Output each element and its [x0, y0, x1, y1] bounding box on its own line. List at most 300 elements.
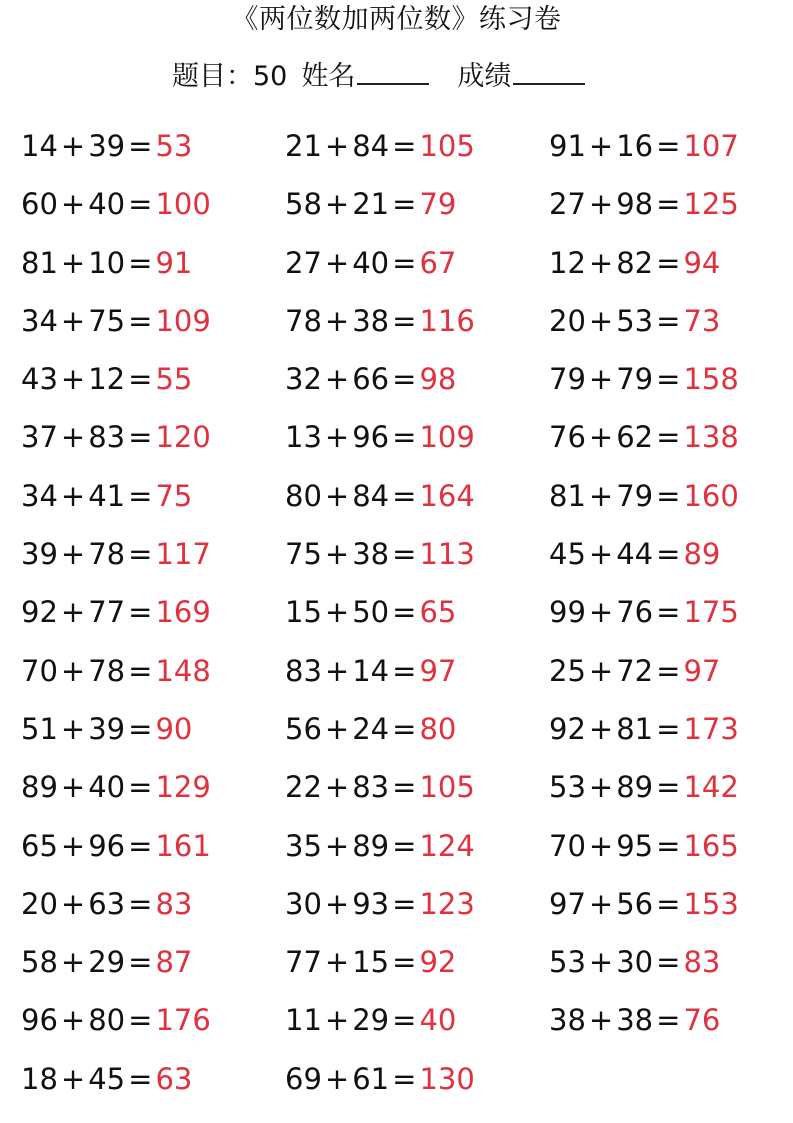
addend: 53	[616, 303, 654, 338]
equals-sign: =	[656, 595, 681, 630]
addend: 75	[88, 303, 126, 338]
answer: 165	[683, 828, 739, 863]
answer: 153	[683, 886, 739, 921]
problem-row	[285, 175, 475, 233]
addend: 40	[352, 245, 390, 280]
problem-row	[549, 408, 739, 466]
answer: 67	[419, 245, 457, 280]
answer: 161	[155, 828, 211, 863]
name-label: 姓名	[301, 61, 356, 92]
problem-row	[21, 350, 211, 408]
equals-sign: =	[656, 828, 681, 863]
plus-sign: +	[324, 1003, 350, 1038]
addend: 96	[21, 1003, 58, 1038]
answer: 142	[683, 770, 739, 805]
plus-sign: +	[324, 187, 350, 222]
plus-sign: +	[588, 537, 614, 572]
equals-sign: =	[128, 595, 153, 630]
equals-sign: =	[128, 362, 153, 397]
plus-sign: +	[324, 595, 350, 630]
answer: 91	[155, 245, 193, 280]
plus-sign: +	[588, 129, 614, 163]
answer: 107	[683, 129, 739, 163]
plus-sign: +	[60, 478, 86, 513]
answer: 176	[155, 1003, 211, 1038]
plus-sign: +	[60, 770, 86, 805]
addend: 81	[21, 245, 58, 280]
addend: 76	[616, 595, 654, 630]
problem-row	[549, 933, 739, 991]
plus-sign: +	[324, 945, 350, 980]
equals-sign: =	[392, 478, 417, 513]
answer: 98	[419, 362, 457, 397]
problem-row	[21, 642, 211, 700]
answer: 53	[155, 129, 193, 163]
addend: 38	[616, 1003, 654, 1038]
equals-sign: =	[656, 245, 681, 280]
problem-column	[21, 117, 211, 1108]
answer: 148	[155, 653, 211, 688]
addend: 38	[352, 303, 390, 338]
problem-row	[549, 117, 739, 175]
addend: 18	[21, 1061, 58, 1096]
topic-label: 题目：	[172, 61, 253, 92]
answer: 83	[155, 886, 193, 921]
addend: 84	[352, 478, 390, 513]
equals-sign: =	[128, 420, 153, 455]
addend: 15	[352, 945, 390, 980]
addend: 81	[549, 478, 586, 513]
equals-sign: =	[128, 478, 153, 513]
addend: 77	[285, 945, 322, 980]
plus-sign: +	[324, 711, 350, 746]
equals-sign: =	[128, 245, 153, 280]
equals-sign: =	[128, 945, 153, 980]
score-label: 成绩	[457, 61, 512, 92]
problem-row	[549, 467, 739, 525]
equals-sign: =	[128, 303, 153, 338]
answer: 138	[683, 420, 739, 455]
answer: 80	[419, 711, 457, 746]
addend: 93	[352, 886, 390, 921]
equals-sign: =	[656, 187, 681, 222]
problem-column	[549, 117, 739, 1050]
addend: 34	[21, 478, 58, 513]
plus-sign: +	[324, 886, 350, 921]
answer: 120	[155, 420, 211, 455]
plus-sign: +	[60, 653, 86, 688]
problem-row	[549, 700, 739, 758]
addend: 56	[285, 711, 322, 746]
addend: 29	[88, 945, 126, 980]
addend: 53	[549, 770, 586, 805]
addend: 44	[616, 537, 654, 572]
addend: 27	[285, 245, 322, 280]
equals-sign: =	[392, 1003, 417, 1038]
answer: 89	[683, 537, 721, 572]
answer: 92	[419, 945, 457, 980]
problem-row	[549, 817, 739, 875]
problem-row	[285, 817, 475, 875]
addend: 65	[21, 828, 58, 863]
problem-row	[285, 583, 475, 641]
answer: 97	[419, 653, 457, 688]
addend: 43	[21, 362, 58, 397]
addend: 22	[285, 770, 322, 805]
answer: 158	[683, 362, 739, 397]
plus-sign: +	[60, 945, 86, 980]
addend: 69	[285, 1061, 322, 1096]
answer: 90	[155, 711, 193, 746]
problem-row	[285, 758, 475, 816]
addend: 62	[616, 420, 654, 455]
addend: 14	[352, 653, 390, 688]
problem-row	[285, 700, 475, 758]
equals-sign: =	[392, 828, 417, 863]
plus-sign: +	[588, 303, 614, 338]
problem-row	[549, 350, 739, 408]
addend: 13	[285, 420, 322, 455]
addend: 11	[285, 1003, 322, 1038]
equals-sign: =	[392, 245, 417, 280]
plus-sign: +	[324, 537, 350, 572]
problem-row	[21, 933, 211, 991]
plus-sign: +	[60, 1003, 86, 1038]
answer: 175	[683, 595, 739, 630]
plus-sign: +	[324, 1061, 350, 1096]
problem-row	[285, 234, 475, 292]
equals-sign: =	[392, 420, 417, 455]
addend: 53	[549, 945, 586, 980]
problem-row	[285, 933, 475, 991]
answer: 123	[419, 886, 475, 921]
addend: 81	[616, 711, 654, 746]
addend: 77	[88, 595, 126, 630]
plus-sign: +	[60, 303, 86, 338]
addend: 50	[352, 595, 390, 630]
name-blank[interactable]	[357, 59, 429, 85]
addend: 10	[88, 245, 126, 280]
plus-sign: +	[588, 420, 614, 455]
plus-sign: +	[60, 245, 86, 280]
addend: 89	[352, 828, 390, 863]
equals-sign: =	[128, 537, 153, 572]
addend: 98	[616, 187, 654, 222]
problem-column	[285, 117, 475, 1108]
problem-row	[21, 1050, 211, 1108]
problem-row	[285, 292, 475, 350]
problem-row	[285, 875, 475, 933]
equals-sign: =	[656, 362, 681, 397]
page-title: 《两位数加两位数》练习卷	[231, 4, 562, 35]
equals-sign: =	[392, 945, 417, 980]
plus-sign: +	[60, 1061, 86, 1096]
problem-row	[21, 875, 211, 933]
plus-sign: +	[60, 711, 86, 746]
addend: 97	[549, 886, 586, 921]
problem-row	[21, 467, 211, 525]
equals-sign: =	[128, 828, 153, 863]
addend: 66	[352, 362, 390, 397]
problem-row	[285, 467, 475, 525]
addend: 12	[88, 362, 126, 397]
addend: 95	[616, 828, 654, 863]
answer: 113	[419, 537, 475, 572]
answer: 164	[419, 478, 475, 513]
equals-sign: =	[656, 1003, 681, 1038]
addend: 78	[88, 537, 126, 572]
answer: 73	[683, 303, 721, 338]
plus-sign: +	[588, 886, 614, 921]
addend: 14	[21, 129, 58, 163]
addend: 89	[21, 770, 58, 805]
addend: 72	[616, 653, 654, 688]
addend: 92	[549, 711, 586, 746]
plus-sign: +	[324, 245, 350, 280]
answer: 97	[683, 653, 721, 688]
plus-sign: +	[60, 595, 86, 630]
addend: 80	[285, 478, 322, 513]
plus-sign: +	[324, 770, 350, 805]
equals-sign: =	[392, 187, 417, 222]
answer: 125	[683, 187, 739, 222]
equals-sign: =	[392, 595, 417, 630]
addend: 80	[88, 1003, 126, 1038]
addend: 20	[21, 886, 58, 921]
addend: 38	[549, 1003, 586, 1038]
addend: 30	[616, 945, 654, 980]
equals-sign: =	[128, 711, 153, 746]
problem-row	[21, 292, 211, 350]
addend: 78	[285, 303, 322, 338]
plus-sign: +	[324, 362, 350, 397]
addend: 92	[21, 595, 58, 630]
plus-sign: +	[588, 945, 614, 980]
answer: 105	[419, 129, 475, 163]
equals-sign: =	[656, 129, 681, 163]
addend: 89	[616, 770, 654, 805]
addend: 29	[352, 1003, 390, 1038]
plus-sign: +	[324, 653, 350, 688]
equals-sign: =	[128, 187, 153, 222]
equals-sign: =	[392, 129, 417, 163]
addend: 75	[285, 537, 322, 572]
addend: 12	[549, 245, 586, 280]
addend: 60	[21, 187, 58, 222]
plus-sign: +	[60, 828, 86, 863]
plus-sign: +	[588, 478, 614, 513]
plus-sign: +	[324, 420, 350, 455]
answer: 79	[419, 187, 457, 222]
addend: 40	[88, 770, 126, 805]
answer: 105	[419, 770, 475, 805]
addend: 38	[352, 537, 390, 572]
equals-sign: =	[128, 1061, 153, 1096]
addend: 96	[352, 420, 390, 455]
plus-sign: +	[588, 770, 614, 805]
plus-sign: +	[588, 595, 614, 630]
problem-row	[21, 175, 211, 233]
plus-sign: +	[588, 187, 614, 222]
addend: 70	[21, 653, 58, 688]
problem-row	[21, 408, 211, 466]
addend: 37	[21, 420, 58, 455]
plus-sign: +	[60, 362, 86, 397]
problem-row	[549, 642, 739, 700]
answer: 83	[683, 945, 721, 980]
answer: 169	[155, 595, 211, 630]
worksheet-info	[172, 58, 585, 96]
problem-row	[21, 117, 211, 175]
problem-row	[21, 700, 211, 758]
plus-sign: +	[588, 711, 614, 746]
equals-sign: =	[392, 711, 417, 746]
addend: 56	[616, 886, 654, 921]
addend: 15	[285, 595, 322, 630]
addend: 84	[352, 129, 390, 163]
addend: 25	[549, 653, 586, 688]
equals-sign: =	[128, 886, 153, 921]
answer: 87	[155, 945, 193, 980]
equals-sign: =	[392, 537, 417, 572]
equals-sign: =	[392, 770, 417, 805]
addend: 20	[549, 303, 586, 338]
equals-sign: =	[656, 886, 681, 921]
problem-row	[549, 875, 739, 933]
answer: 76	[683, 1003, 721, 1038]
plus-sign: +	[324, 303, 350, 338]
addend: 40	[88, 187, 126, 222]
equals-sign: =	[128, 129, 153, 163]
addend: 79	[549, 362, 586, 397]
answer: 55	[155, 362, 193, 397]
addend: 21	[285, 129, 322, 163]
problem-row	[285, 991, 475, 1049]
addend: 30	[285, 886, 322, 921]
plus-sign: +	[588, 653, 614, 688]
problem-row	[21, 234, 211, 292]
plus-sign: +	[324, 478, 350, 513]
problem-row	[549, 175, 739, 233]
addend: 27	[549, 187, 586, 222]
addend: 58	[285, 187, 322, 222]
problem-row	[549, 583, 739, 641]
answer: 100	[155, 187, 211, 222]
problem-row	[549, 525, 739, 583]
equals-sign: =	[128, 653, 153, 688]
problem-row	[285, 525, 475, 583]
equals-sign: =	[656, 653, 681, 688]
problem-row	[285, 1050, 475, 1108]
score-blank[interactable]	[513, 59, 585, 85]
addend: 61	[352, 1061, 390, 1096]
answer: 75	[155, 478, 193, 513]
plus-sign: +	[60, 886, 86, 921]
problem-row	[549, 234, 739, 292]
addend: 24	[352, 711, 390, 746]
problem-row	[21, 817, 211, 875]
plus-sign: +	[60, 420, 86, 455]
problem-row	[21, 991, 211, 1049]
plus-sign: +	[324, 129, 350, 163]
answer: 63	[155, 1061, 193, 1096]
addend: 63	[88, 886, 126, 921]
equals-sign: =	[656, 420, 681, 455]
equals-sign: =	[392, 1061, 417, 1096]
answer: 160	[683, 478, 739, 513]
addend: 83	[352, 770, 390, 805]
answer: 109	[419, 420, 475, 455]
problem-row	[21, 758, 211, 816]
equals-sign: =	[656, 711, 681, 746]
equals-sign: =	[656, 478, 681, 513]
equals-sign: =	[392, 303, 417, 338]
equals-sign: =	[392, 362, 417, 397]
plus-sign: +	[324, 828, 350, 863]
answer: 117	[155, 537, 211, 572]
plus-sign: +	[588, 1003, 614, 1038]
addend: 35	[285, 828, 322, 863]
equals-sign: =	[392, 886, 417, 921]
addend: 83	[285, 653, 322, 688]
addend: 41	[88, 478, 126, 513]
answer: 130	[419, 1061, 475, 1096]
addend: 58	[21, 945, 58, 980]
equals-sign: =	[128, 770, 153, 805]
addend: 78	[88, 653, 126, 688]
problem-row	[549, 991, 739, 1049]
addend: 96	[88, 828, 126, 863]
addend: 83	[88, 420, 126, 455]
addend: 70	[549, 828, 586, 863]
answer: 94	[683, 245, 721, 280]
plus-sign: +	[60, 129, 86, 163]
problem-row	[21, 525, 211, 583]
addend: 39	[21, 537, 58, 572]
answer: 129	[155, 770, 211, 805]
plus-sign: +	[60, 537, 86, 572]
equals-sign: =	[656, 945, 681, 980]
problem-row	[549, 292, 739, 350]
answer: 116	[419, 303, 475, 338]
addend: 51	[21, 711, 58, 746]
topic-count: 50	[253, 61, 288, 92]
addend: 91	[549, 129, 586, 163]
equals-sign: =	[128, 1003, 153, 1038]
plus-sign: +	[588, 362, 614, 397]
problem-row	[21, 583, 211, 641]
addend: 76	[549, 420, 586, 455]
addend: 79	[616, 362, 654, 397]
addend: 99	[549, 595, 586, 630]
plus-sign: +	[588, 245, 614, 280]
equals-sign: =	[392, 653, 417, 688]
addend: 45	[549, 537, 586, 572]
answer: 109	[155, 303, 211, 338]
addend: 34	[21, 303, 58, 338]
problem-row	[285, 408, 475, 466]
problem-row	[285, 642, 475, 700]
answer: 65	[419, 595, 457, 630]
problem-row	[285, 117, 475, 175]
addend: 82	[616, 245, 654, 280]
addend: 39	[88, 129, 126, 163]
equals-sign: =	[656, 770, 681, 805]
problem-row	[285, 350, 475, 408]
addend: 39	[88, 711, 126, 746]
problem-row	[549, 758, 739, 816]
addend: 21	[352, 187, 390, 222]
